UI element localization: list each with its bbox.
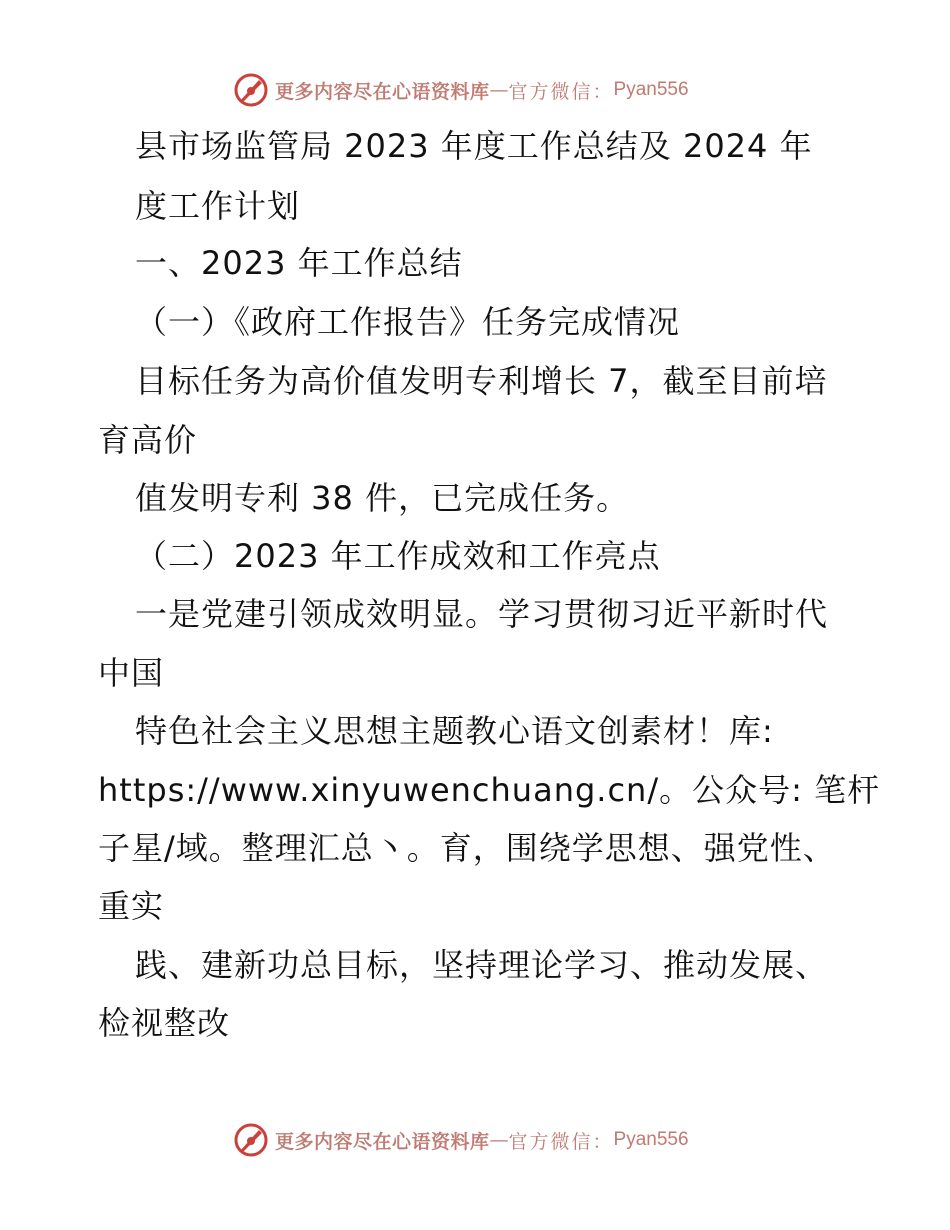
document-title-line-2: 度工作计划 [135,187,301,225]
paragraph-line: 一是党建引领成效明显。学习贯彻习近平新时代 [135,595,829,633]
paragraph-line: 中国 [98,654,165,692]
paragraph-line: 践、建新功总目标，坚持理论学习、推动发展、 [135,946,829,984]
quill-logo-icon [233,72,269,108]
paragraph-line: 值发明专利 38 件，已完成任务。 [135,479,630,517]
header-watermark [233,70,689,110]
paragraph-line: 目标任务为高价值发明专利增长 7，截至目前培 [135,362,828,400]
section-heading: 一、2023 年工作总结 [135,244,463,282]
watermark-separator: — [489,1129,509,1151]
watermark-separator: — [489,79,509,101]
paragraph-line: 检视整改 [98,1004,231,1042]
paragraph-line: 子星/域。整理汇总丶。育，围绕学思想、强党性、 [98,829,836,867]
watermark-wechat-label: 官方微信： [508,1130,614,1153]
watermark-site-text: 更多内容尽在心语资料库 [275,1130,490,1153]
paragraph-line: 重实 [98,887,165,925]
watermark-wechat-id: Pyan556 [613,79,689,100]
quill-logo-icon [233,1122,269,1158]
watermark-site-text: 更多内容尽在心语资料库 [275,80,490,103]
watermark-wechat-label: 官方微信： [508,80,614,103]
paragraph-line: https://www.xinyuwenchuang.cn/。公众号: 笔杆 [98,771,881,809]
paragraph-line: 特色社会主义思想主题教心语文创素材！库: [135,712,774,750]
paragraph-line: 育高价 [98,421,198,459]
document-title-line-1: 县市场监管局 2023 年度工作总结及 2024 年 [135,127,813,165]
watermark-wechat-id: Pyan556 [613,1129,689,1150]
footer-watermark [233,1120,689,1160]
subsection-heading: （二）2023 年工作成效和工作亮点 [135,537,661,575]
subsection-heading: （一）《政府工作报告》任务完成情况 [135,303,681,341]
